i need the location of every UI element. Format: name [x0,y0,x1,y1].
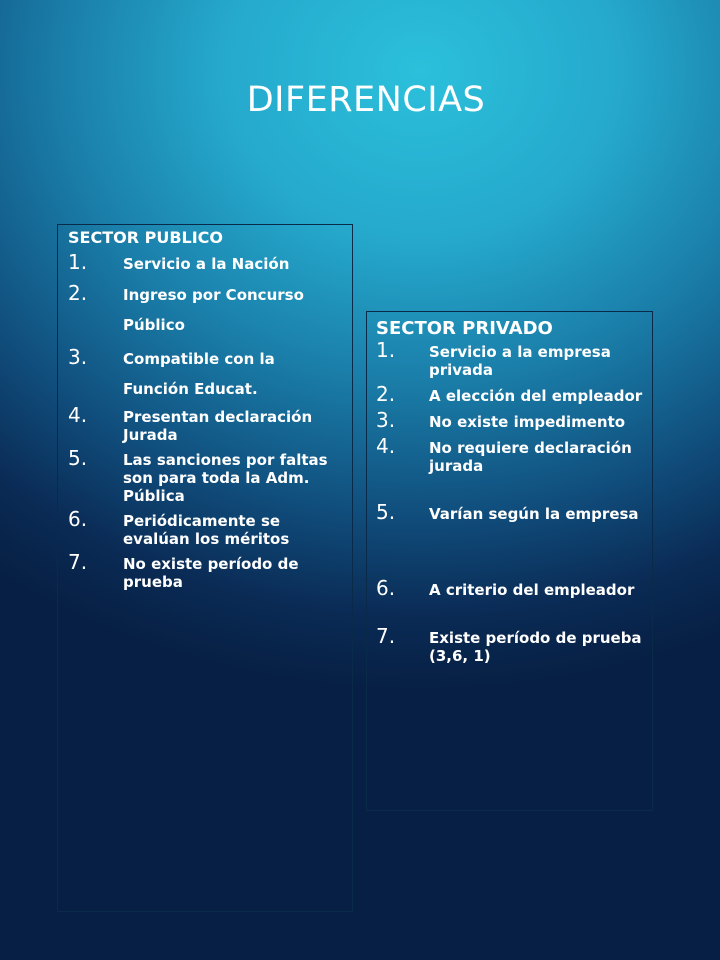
item-text: Las sanciones por faltas son para toda la Adm. Pública [123,451,328,505]
item-number: 6. [68,507,88,531]
item-number: 1. [68,250,88,274]
item-number: 2. [68,281,88,305]
item-text: A elección del empleador [429,387,643,405]
slide-title: DIFERENCIAS [246,80,486,120]
item-text: Varían según la empresa [429,505,639,523]
item-text: Periódicamente se evalúan los méritos [123,512,290,548]
list-item [376,382,644,406]
item-number: 3. [68,345,88,369]
list-item [68,550,344,591]
sector-publico-list [68,250,344,591]
list-item [68,403,344,444]
item-number: 4. [68,403,88,427]
item-number: 3. [376,408,396,432]
sector-privado-list [376,338,644,665]
list-item [68,344,344,404]
item-text: Ingreso por Concurso Público [123,286,304,334]
list-item [376,408,644,432]
sector-publico-heading: SECTOR PUBLICO [68,228,224,247]
item-text: No existe impedimento [429,413,626,431]
sector-privado-heading: SECTOR PRIVADO [376,318,553,339]
list-item [376,500,644,524]
list-item [68,280,344,340]
list-item [376,576,644,600]
list-item [376,338,644,379]
sector-publico-box [57,224,353,912]
list-item [68,507,344,548]
list-item [376,624,644,665]
item-text: A criterio del empleador [429,581,635,599]
list-item [376,434,644,475]
list-item [68,250,344,274]
item-number: 5. [68,446,88,470]
item-text: Compatible con la Función Educat. [123,350,275,398]
item-text: Existe período de prueba (3,6, 1) [429,629,642,665]
item-number: 2. [376,382,396,406]
item-text: No existe período de prueba [123,555,299,591]
item-number: 5. [376,500,396,524]
item-text: Servicio a la Nación [123,255,290,273]
sector-privado-box [366,311,653,811]
item-text: Presentan declaración Jurada [123,408,313,444]
item-number: 1. [376,338,396,362]
item-number: 7. [68,550,88,574]
item-text: No requiere declaración jurada [429,439,632,475]
item-text: Servicio a la empresa privada [429,343,611,379]
list-item [68,446,344,505]
item-number: 6. [376,576,396,600]
item-number: 7. [376,624,396,648]
item-number: 4. [376,434,396,458]
